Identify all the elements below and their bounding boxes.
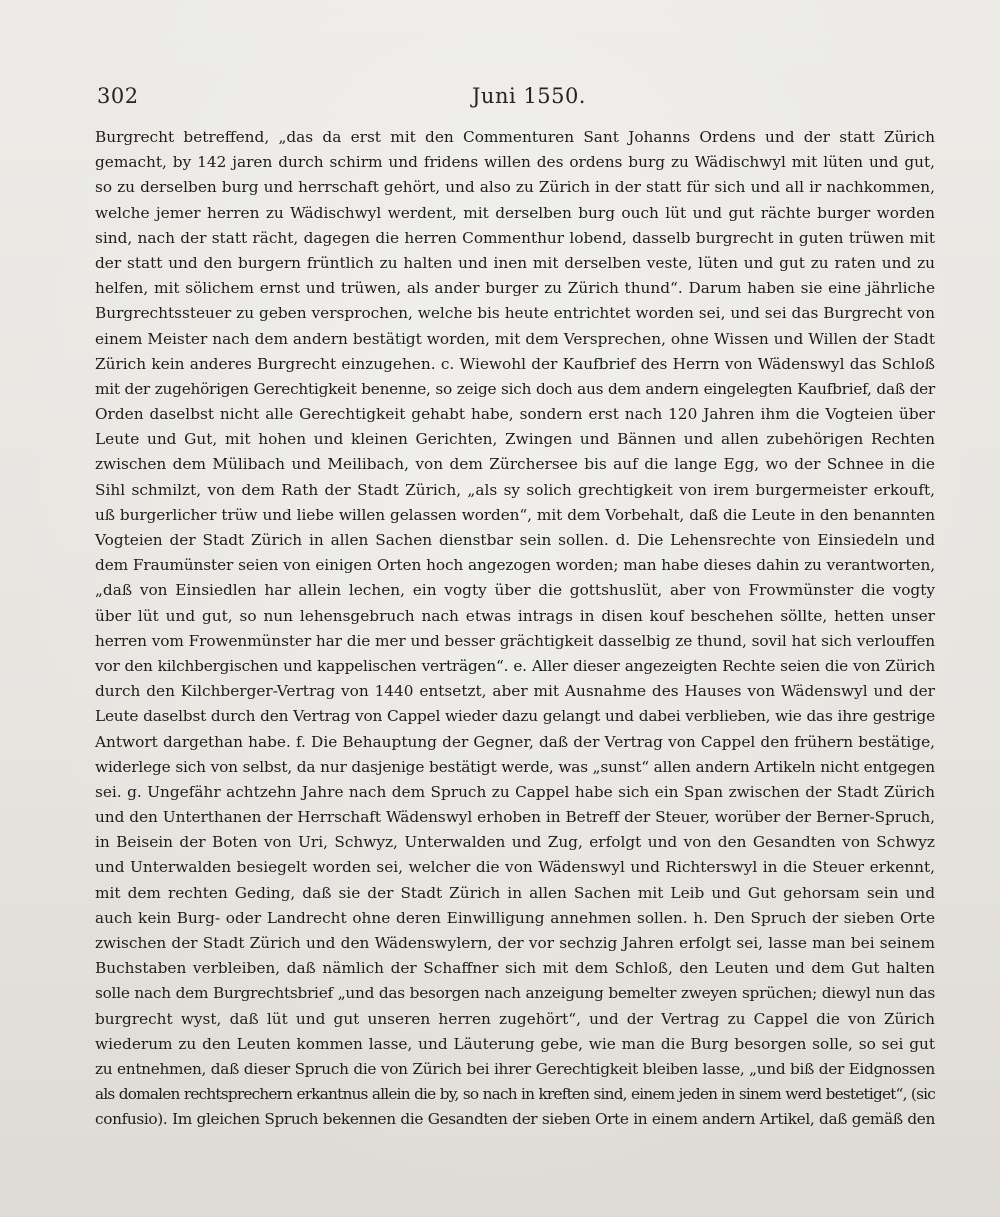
text-line: und den Unterthanen der Herrschaft Wädenswyl erhoben in Betreff der Steuer, worüber der Berner-Spruch, <box>95 808 935 827</box>
text-line: herren vom Frowenmünster har die mer und besser grächtigkeit dasselbig ze thund, sovil hat sich verlouffen <box>95 631 935 650</box>
text-line: sei. g. Ungefähr achtzehn Jahre nach dem Spruch zu Cappel habe sich ein Span zwischen der Stadt Zürich <box>95 782 935 801</box>
text-line: durch den Kilchberger-Vertrag von 1440 entsetzt, aber mit Ausnahme des Hauses von Wädenswyl und der <box>95 682 935 701</box>
text-line: mit dem rechten Geding, daß sie der Stadt Zürich in allen Sachen mit Leib und Gut gehorsam sein und <box>95 883 935 902</box>
text-line: burgrecht wyst, daß lüt und gut unseren herren zugehört“, und der Vertrag zu Cappel die von Zürich <box>95 1009 935 1028</box>
text-line: Antwort dargethan habe. f. Die Behauptung der Gegner, daß der Vertrag von Cappel den frühern bestätige, <box>95 732 935 751</box>
body-text <box>95 125 935 1133</box>
text-line: Sihl schmilzt, von dem Rath der Stadt Zürich, „als sy solich grechtigkeit von irem burgermeister erkouft, <box>95 480 935 499</box>
text-line: Buchstaben verbleiben, daß nämlich der Schaffner sich mit dem Schloß, den Leuten und dem Gut halten <box>95 959 935 978</box>
text-line: wiederum zu den Leuten kommen lasse, und Läuterung gebe, wie man die Burg besorgen solle, so sei gut <box>95 1034 935 1053</box>
text-line: Vogteien der Stadt Zürich in allen Sachen dienstbar sein sollen. d. Die Lehensrechte von Einsiedeln und <box>95 531 935 549</box>
text-line: sind, nach der statt rächt, dagegen die herren Commenthur lobend, dasselb burgrecht in guten trüwen mit <box>95 228 935 247</box>
text-line: uß burgerlicher trüw und liebe willen gelassen worden“, mit dem Vorbehalt, daß die Leute in den benannten <box>95 505 935 524</box>
text-line: solle nach dem Burgrechtsbrief „und das besorgen nach anzeigung bemelter zweyen sprüchen; diewyl nun das <box>95 984 935 1003</box>
text-line: mit der zugehörigen Gerechtigkeit benenne, so zeige sich doch aus dem andern eingelegten Kaufbrief, daß der <box>95 379 935 398</box>
text-line: in Beisein der Boten von Uri, Schwyz, Unterwalden und Zug, erfolgt und von den Gesandten von Schwyz <box>95 833 935 852</box>
running-head: Juni 1550. <box>472 84 586 108</box>
text-line: confusio). Im gleichen Spruch bekennen die Gesandten der sieben Orte in einem andern Artikel, daß gemäß den <box>95 1110 935 1129</box>
text-line: zwischen dem Mülibach und Meilibach, von dem Zürchersee bis auf die lange Egg, wo der Schnee in die <box>95 455 935 474</box>
text-line: „daß von Einsiedlen har allein lechen, ein vogty über die gottshuslüt, aber von Frowmünster die vogty <box>95 581 935 600</box>
text-line: vor den kilchbergischen und kappelischen verträgen“. e. Aller dieser angezeigten Rechte seien die von Zürich <box>95 656 935 675</box>
page-number: 302 <box>97 84 139 108</box>
text-line: gemacht, by 142 jaren durch schirm und fridens willen des ordens burg zu Wädischwyl mit lüten und gut, <box>95 153 935 172</box>
text-line: zu entnehmen, daß dieser Spruch die von Zürich bei ihrer Gerechtigkeit bleiben lasse, „und biß der Eidgnossen <box>95 1059 935 1078</box>
text-line: helfen, mit sölichem ernst und trüwen, als ander burger zu Zürich thund“. Darum haben sie eine jährliche <box>95 279 935 298</box>
text-line: über lüt und gut, so nun lehensgebruch nach etwas intrags in disen kouf beschehen söllte, hetten unser <box>95 606 935 625</box>
text-line: Leute daselbst durch den Vertrag von Cappel wieder dazu gelangt und dabei verblieben, wie das ihre gestrige <box>95 707 935 726</box>
text-line: als domalen rechtsprechern erkantnus allein die by, so nach in kreften sind, einem jeden in sinem werd bestetiget“, (sic <box>95 1085 935 1104</box>
text-line: Burgrecht betreffend, „das da erst mit den Commenturen Sant Johanns Ordens und der statt Zürich <box>95 128 935 146</box>
text-line: dem Fraumünster seien von einigen Orten hoch angezogen worden; man habe dieses dahin zu verantworten, <box>95 556 935 575</box>
text-line: und Unterwalden besiegelt worden sei, welcher die von Wädenswyl und Richterswyl in die Steuer erkennt, <box>95 858 935 877</box>
text-line: Zürich kein anderes Burgrecht einzugehen. c. Wiewohl der Kaufbrief des Herrn von Wädenswyl das Schloß <box>95 354 935 373</box>
text-line: so zu derselben burg und herrschaft gehört, und also zu Zürich in der statt für sich und all ir nachkommen, <box>95 178 935 197</box>
text-line: welche jemer herren zu Wädischwyl werdent, mit derselben burg ouch lüt und gut rächte burger worden <box>95 203 935 222</box>
text-line: Leute und Gut, mit hohen und kleinen Gerichten, Zwingen und Bännen und allen zubehörigen Rechten <box>95 430 935 449</box>
text-line: der statt und den burgern früntlich zu halten und inen mit derselben veste, lüten und gut zu raten und zu <box>95 253 935 272</box>
text-line: Orden daselbst nicht alle Gerechtigkeit gehabt habe, sondern erst nach 120 Jahren ihm die Vogteien über <box>95 405 935 424</box>
text-line: zwischen der Stadt Zürich und den Wädenswylern, der vor sechzig Jahren erfolgt sei, lasse man bei seinem <box>95 934 935 952</box>
text-line: widerlege sich von selbst, da nur dasjenige bestätigt werde, was „sunst“ allen andern Artikeln nicht entgegen <box>95 757 935 776</box>
text-line: Burgrechtssteuer zu geben versprochen, welche bis heute entrichtet worden sei, und sei das Burgrecht von <box>95 304 935 323</box>
text-line: auch kein Burg- oder Landrecht ohne deren Einwilligung annehmen sollen. h. Den Spruch der sieben Orte <box>95 908 935 927</box>
text-line: einem Meister nach dem andern bestätigt worden, mit dem Versprechen, ohne Wissen und Willen der Stadt <box>95 329 935 348</box>
